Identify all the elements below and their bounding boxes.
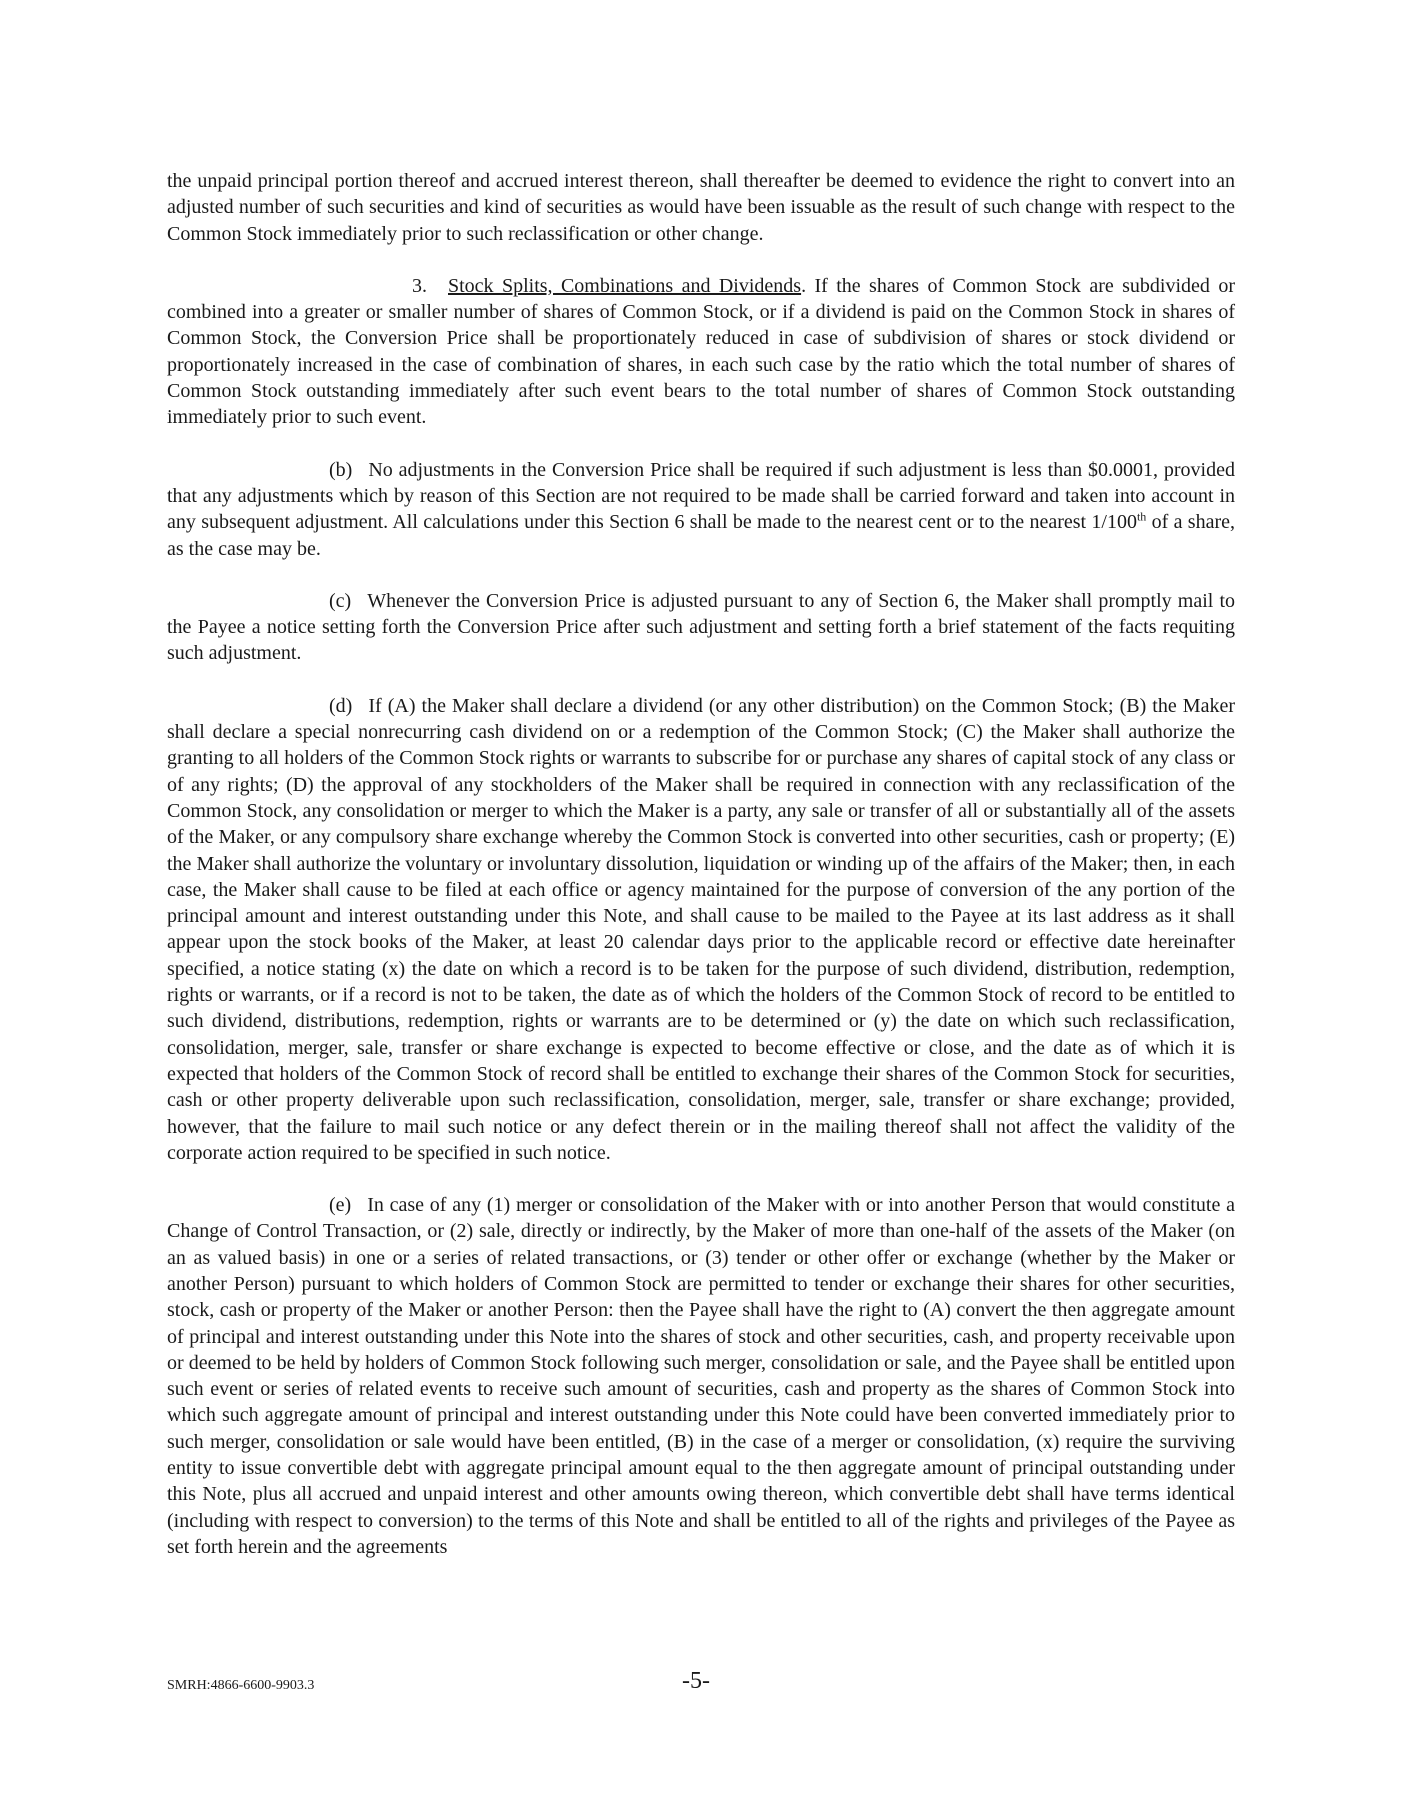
- subsection-text: No adjustments in the Conversion Price shall be required if such adjustment is less than $0.0001, provided that any adjustments which by reason of this Section are not required to be made shall be carried forward and taken into account in any subsequent adjustment. All calculations under this Section 6 shall be made to the nearest cent or to the nearest 1/100: [167, 458, 1235, 534]
- section-body-text: If the shares of Common Stock are subdivided or combined into a greater or smaller number of shares of Common Stock, or if a dividend is paid on the Common Stock in shares of Common Stock, the Conversion Price shall be proportionately reduced in case of subdivision of shares or stock dividend or proportionately increased in the case of combination of shares, in each such case by the ratio which the total number of shares of Common Stock outstanding immediately after such event bears to the total number of shares of Common Stock outstanding immediately prior to such event.: [167, 274, 1235, 429]
- ordinal-superscript: th: [1136, 509, 1147, 524]
- section-title-period: .: [801, 274, 807, 297]
- subsection-text-end: of a share, as the case may be.: [167, 511, 1235, 560]
- section-number: 3.: [412, 274, 427, 297]
- subsection-text: In case of any (1) merger or consolidation of the Maker with or into another Person that would constitute a Change of Control Transaction, or (2) sale, directly or indirectly, by the Maker of more than one-half of the assets of the Maker (on an as valued basis) in one or a series of related transactions, or (3) tender or other offer or exchange (whether by the Maker or another Person) pursuant to which holders of Common Stock are permitted to tender or exchange their shares for other securities, stock, cash or property of the Maker or another Person: then the Payee shall have the right to (A) convert the then aggregate amount of principal and interest outstanding under this Note into the shares of stock and other securities, cash, and property receivable upon or deemed to be held by holders of Common Stock following such merger, consolidation or sale, and the Payee shall be entitled upon such event or series of related events to receive such amount of securities, cash and property as the shares of Common Stock into which such aggregate amount of principal and interest outstanding under this Note could have been converted immediately prior to such merger, consolidation or sale would have been entitled, (B) in the case of a merger or consolidation, (x) require the surviving entity to issue convertible debt with aggregate principal amount equal to the then aggregate amount of principal outstanding under this Note, plus all accrued and unpaid interest and other amounts owing thereon, which convertible debt shall have terms identical (including with respect to conversion) to the terms of this Note and shall be entitled to all of the rights and privileges of the Payee as set forth herein and the agreements: [167, 1194, 1235, 1558]
- section-title: Stock Splits, Combinations and Dividends: [448, 274, 802, 297]
- subsection-text: Whenever the Conversion Price is adjusted pursuant to any of Section 6, the Maker shall promptly mail to the Payee a notice setting forth the Conversion Price after such adjustment and setting forth a brief statement of the facts requiting such adjustment.: [167, 589, 1235, 665]
- subsection-d-paragraph: [167, 693, 1235, 1166]
- section-3-paragraph: [167, 273, 1235, 431]
- page-number: -5-: [682, 1668, 710, 1694]
- subsection-label: (b): [329, 458, 353, 481]
- document-body: [167, 168, 1235, 1586]
- subsection-c-paragraph: [167, 588, 1235, 667]
- subsection-label: (e): [329, 1194, 352, 1217]
- document-code: SMRH:4866-6600-9903.3: [167, 1678, 315, 1693]
- subsection-label: (c): [329, 589, 352, 612]
- paragraph-text: the unpaid principal portion thereof and accrued interest thereon, shall thereafter be deemed to evidence the right to convert into an adjusted number of such securities and kind of securities as would have been issuable as the result of such change with respect to the Common Stock immediately prior to such reclassification or other change.: [167, 170, 1235, 245]
- subsection-text: If (A) the Maker shall declare a dividend (or any other distribution) on the Common Stock; (B) the Maker shall declare a special nonrecurring cash dividend on or a redemption of the Common Stock; (C) the Maker shall authorize the granting to all holders of the Common Stock rights or warrants to subscribe for or purchase any shares of capital stock of any class or of any rights; (D) the approval of any stockholders of the Maker shall be required in connection with any reclassification of the Common Stock, any consolidation or merger to which the Maker is a party, any sale or transfer of all or substantially all of the assets of the Maker, or any compulsory share exchange whereby the Common Stock is converted into other securities, cash or property; (E) the Maker shall authorize the voluntary or involuntary dissolution, liquidation or winding up of the affairs of the Maker; then, in each case, the Maker shall cause to be filed at each office or agency maintained for the purpose of conversion of the any portion of the principal amount and interest outstanding under this Note, and shall cause to be mailed to the Payee at its last address as it shall appear upon the stock books of the Maker, at least 20 calendar days prior to the applicable record or effective date hereinafter specified, a notice stating (x) the date on which a record is to be taken for the purpose of such dividend, distribution, redemption, rights or warrants, or if a record is not to be taken, the date as of which the holders of the Common Stock of record to be entitled to such dividend, distributions, redemption, rights or warrants are to be determined or (y) the date on which such reclassification, consolidation, merger, sale, transfer or share exchange is expected to become effective or close, and the date as of which it is expected that holders of the Common Stock of record shall be entitled to exchange their shares of the Common Stock for securities, cash or other property deliverable upon such reclassification, consolidation, merger, sale, transfer or share exchange; provided, however, that the failure to mail such notice or any defect therein or in the mailing thereof shall not affect the validity of the corporate action required to be specified in such notice.: [167, 694, 1235, 1164]
- subsection-b-paragraph: [167, 457, 1235, 562]
- subsection-e-paragraph: [167, 1192, 1235, 1560]
- paragraph-continuation: [167, 168, 1235, 247]
- subsection-label: (d): [329, 694, 353, 717]
